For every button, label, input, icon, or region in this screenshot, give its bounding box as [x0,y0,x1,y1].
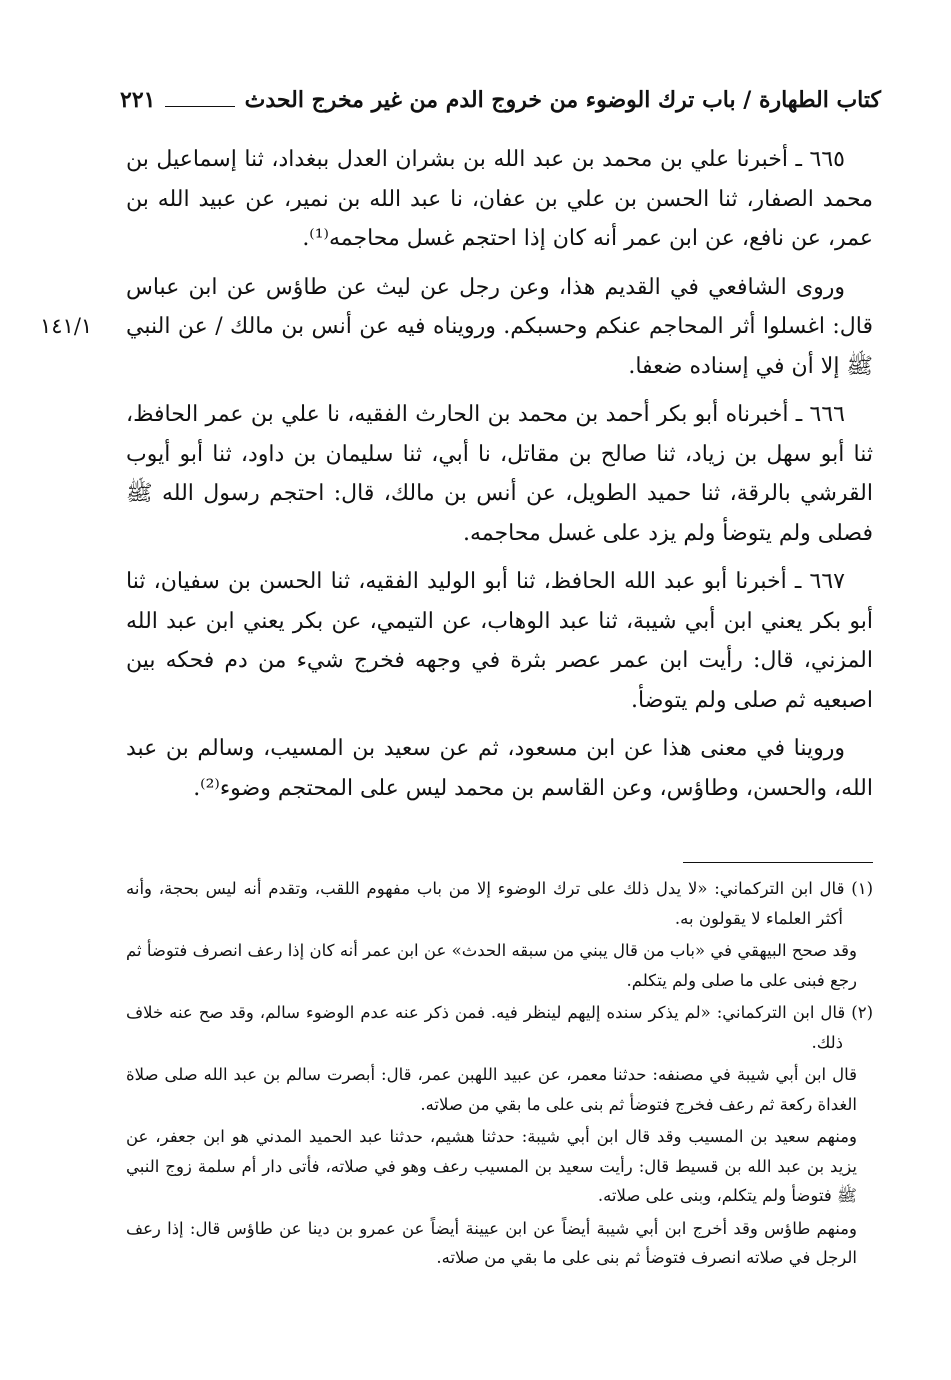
paragraph: وروينا في معنى هذا عن ابن مسعود، ثم عن سعيد بن المسيب، وسالم بن عبد الله، والحسن، وطاؤس، وعن القاسم بن محمد ليس على المحتجم وضوء⁽²⁾. [126,736,873,801]
running-header [120,82,881,118]
paragraph: ٦٦٥ ـ أخبرنا علي بن محمد بن عبد الله بن بشران العدل ببغداد، ثنا إسماعيل بن محمد الصفار، ثنا الحسن بن علي بن عفان، نا عبد الله بن نمير، عن عبيد الله بن عمر، عن نافع، عن ابن عمر أنه كان إذا احتجم غسل محاجمه⁽¹⁾. [126,147,873,251]
paragraph: وروى الشافعي في القديم هذا، وعن رجل عن ليث عن طاؤس عن ابن عباس قال: اغسلوا أثر المحاجم عنكم وحسبكم. ورويناه فيه عن أنس بن مالك / عن النبي ﷺ إلا أن في إسناده ضعفا. [126,274,873,379]
footnote-continuation: ومنهم طاؤس وقد أخرج ابن أبي شيبة أيضاً عن ابن عيينة أيضاً عن عمرو بن دينا عن طاؤس قال: إذا رعف الرجل في صلاته انصرف فتوضأ ثم بنى على ما بقي من صلاته. [126,1218,857,1267]
footnote-continuation: وقد صحح البيهقي في «باب من قال يبني من سبقه الحدث» عن ابن عمر أنه كان إذا رعف انصرف فتوضأ ثم رجع فبنى على ما صلى ولم يتكلم. [126,941,857,990]
footnote-continuation: ومنهم سعيد بن المسيب وقد قال ابن أبي شيبة: حدثنا هشيم، حدثنا عبد الحميد المدني هو ابن جعفر، عن يزيد بن عبد الله بن قسيط قال: رأيت سعيد بن المسيب رعف وهو في صلاته، فأتى دار أم سلمة زوج النبي ﷺ فتوضأ ولم يتكلم، وبنى على صلاته. [126,1127,857,1205]
page-number: ٢٢١ [120,87,156,113]
paragraph: ٦٦٧ ـ أخبرنا أبو عبد الله الحافظ، ثنا أبو الوليد الفقيه، ثنا الحسن بن سفيان، ثنا أبو بكر يعني ابن أبي شيبة، ثنا عبد الوهاب، عن التيمي، عن بكر يعني ابن عبد الله المزني، قال: رأيت ابن عمر عصر بثرة في وجهه فخرج شيء من دم فحكه بين اصبعيه ثم صلى ولم يتوضأ. [126,569,873,713]
footnote: (٢) قال ابن التركماني: «لم يذكر سنده إليهم لينظر فيه. فمن ذكر عنه عدم الوضوء سالم، وقد صح عنه خلاف ذلك. [126,1003,873,1052]
footnote-separator [683,862,873,863]
paragraph: ٦٦٦ ـ أخبرناه أبو بكر أحمد بن محمد بن الحارث الفقيه، نا علي بن عمر الحافظ، ثنا أبو سهل بن زياد، ثنا صالح بن مقاتل، نا أبي، ثنا سليمان بن داود، ثنا أبو أيوب القرشي بالرقة، ثنا حميد الطويل، عن أنس بن مالك، قال: احتجم رسول الله ﷺ فصلى ولم يتوضأ ولم يزد على غسل محاجمه. [126,402,873,546]
main-text [126,140,873,817]
footnote: (١) قال ابن التركماني: «لا يدل ذلك على ترك الوضوء إلا من باب مفهوم اللقب، وتقدم أنه ليس بحجة، وأنه أكثر العلماء لا يقولون به. [126,879,873,928]
header-title: كتاب الطهارة / باب ترك الوضوء من خروج الدم من غير مخرج الحدث [244,87,881,113]
footnote-continuation: قال ابن أبي شيبة في مصنفه: حدثنا معمر، عن عبيد اللهبن عمر، قال: أبصرت سالم بن عبد الله صلى صلاة الغداة ركعة ثم رعف فخرج فتوضأ ثم بنى على ما بقي من صلاته. [126,1065,857,1114]
header-rule [165,106,234,107]
footnotes [126,874,873,1276]
margin-reference: ١٤١/١ [40,314,93,338]
